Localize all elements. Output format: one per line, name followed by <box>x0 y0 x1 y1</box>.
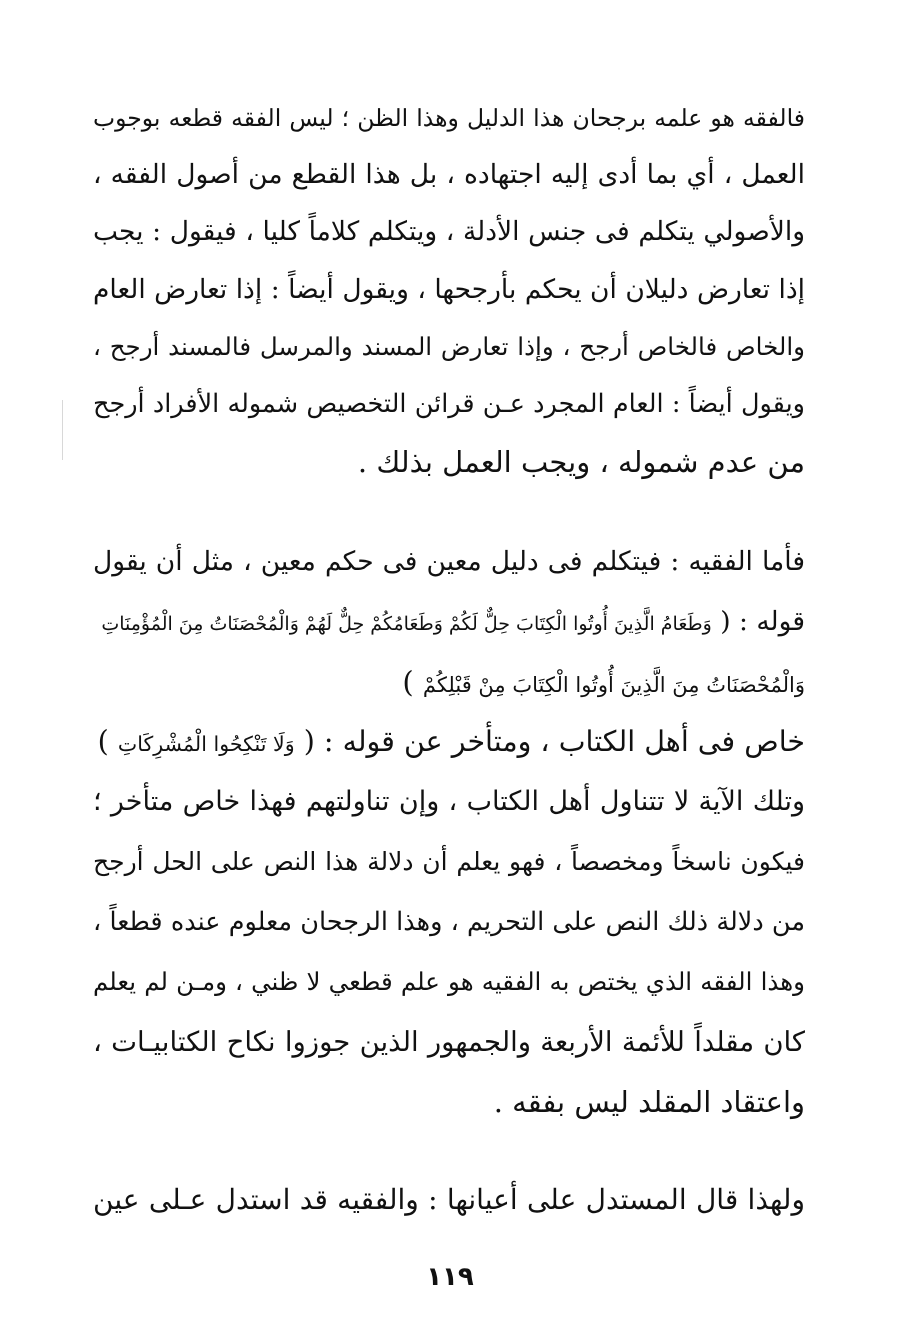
quran-verse: وَالْمُحْصَنَاتُ مِنَ الَّذِينَ أُوتُوا الْكِتَابَ مِنْ قَبْلِكُمْ <box>422 673 805 697</box>
text-line: من عدم شموله ، ويجب العمل بذلك . <box>357 445 805 479</box>
quran-verse: وَطَعَامُ الَّذِينَ أُوتُوا الْكِتَابَ حِلٌّ لَكُمْ وَطَعَامُكُمْ حِلٌّ لَهُمْ وَالْمُحْصَنَاتُ مِنَ الْمُؤْمِنَاتِ <box>101 613 712 635</box>
page-number: ١١٩ <box>426 1262 474 1292</box>
text-line: والأصولي يتكلم فى جنس الأدلة ، ويتكلم كلاماً كليا ، فيقول : يجب <box>93 216 805 247</box>
text-line: فيكون ناسخاً ومخصصاً ، فهو يعلم أن دلالة هذا النص على الحل أرجح <box>93 847 805 876</box>
text-line: من دلالة ذلك النص على التحريم ، وهذا الرجحان معلوم عنده قطعاً ، <box>93 907 805 937</box>
verse-close-text: ) <box>402 665 414 699</box>
text-line: وتلك الآية لا تتناول أهل الكتاب ، وإن تناولتهم فهذا خاص متأخر ؛ <box>93 786 805 817</box>
text-line: ولهذا قال المستدل على أعيانها : والفقيه قد استدل عـلى عين <box>93 1183 805 1216</box>
text-line-with-verse <box>93 602 805 644</box>
text-line: إذا تعارض دليلان أن يحكم بأرجحها ، ويقول أيضاً : إذا تعارض العام <box>93 274 805 305</box>
line-text: خاص فى أهل الكتاب ، ومتأخر عن قوله : ( <box>303 725 805 758</box>
text-line: العمل ، أي بما أدى إليه اجتهاده ، بل هذا القطع من أصول الفقه ، <box>93 159 805 190</box>
text-line: والخاص فالخاص أرجح ، وإذا تعارض المسند والمرسل فالمسند أرجح ، <box>93 332 805 361</box>
text-line: وهذا الفقه الذي يختص به الفقيه هو علم قطعي لا ظني ، ومـن لم يعلم <box>93 967 805 996</box>
text-line: كان مقلداً للأئمة الأربعة والجمهور الذين جوزوا نكاح الكتابيـات ، <box>93 1026 805 1058</box>
margin-mark <box>62 400 63 460</box>
text-line: فأما الفقيه : فيتكلم فى دليل معين فى حكم معين ، مثل أن يقول <box>93 546 805 577</box>
text-line: واعتقاد المقلد ليس بفقه . <box>493 1085 805 1119</box>
text-line: ويقول أيضاً : العام المجرد عـن قرائن التخصيص شموله الأفراد أرجح <box>93 389 805 419</box>
verse-close-text: ) <box>97 725 109 758</box>
text-line-with-verse <box>93 662 805 705</box>
text-line: فالفقه هو علمه برجحان هذا الدليل وهذا الظن ؛ ليس الفقه قطعه بوجوب <box>93 104 805 132</box>
verse-open-text: قوله : ( <box>720 606 805 637</box>
quran-verse: وَلَا تَنْكِحُوا الْمُشْرِكَاتِ <box>117 732 295 756</box>
text-line-with-verse <box>93 722 805 764</box>
